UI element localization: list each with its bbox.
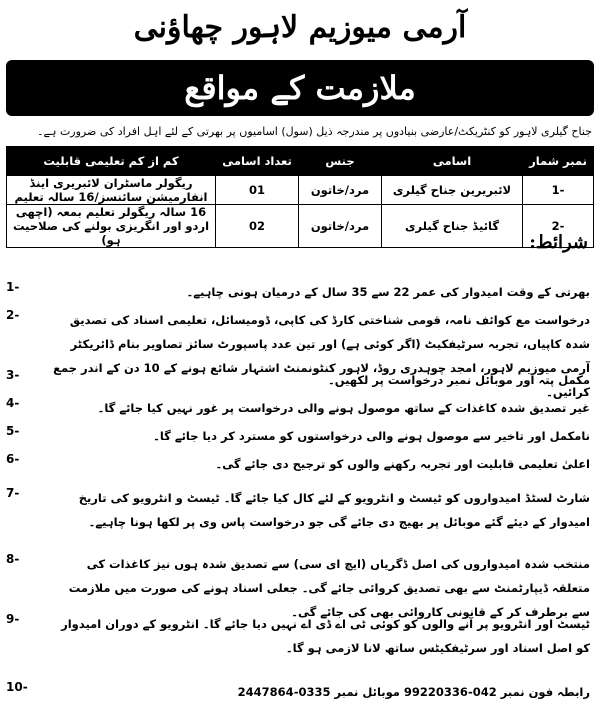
row-count: 01	[216, 176, 299, 205]
row-gender: مرد/خاتون	[299, 176, 382, 205]
term-number: -2	[6, 308, 20, 322]
col-count-header: تعداد اسامی	[216, 147, 299, 176]
list-item	[6, 452, 594, 476]
row-post: لائبریرین جناح گیلری	[382, 176, 523, 205]
list-item	[6, 612, 594, 660]
title-banner	[6, 60, 594, 116]
list-item	[6, 486, 594, 534]
col-qualification-header: کم از کم تعلیمی قابلیت	[7, 147, 216, 176]
intro-text: جناح گیلری لاہور کو کنٹریکٹ/عارضی بنیادوں پر مندرجہ ذیل (سول) اسامیوں پر بھرتی کے لئے اہل افراد کی ضرورت ہے۔	[37, 125, 592, 138]
row-serial: -2	[523, 205, 594, 248]
positions-table	[6, 146, 594, 248]
term-number: -1	[6, 280, 20, 294]
list-item	[6, 396, 594, 420]
term-text: مکمل پتہ اور موبائل نمبر درخواست پر لکھیں۔	[328, 373, 590, 387]
term-number: -6	[6, 452, 20, 466]
table-row	[7, 176, 594, 205]
row-count: 02	[216, 205, 299, 248]
col-serial-header: نمبر شمار	[523, 147, 594, 176]
col-post-header: اسامی	[382, 147, 523, 176]
term-text: بھرتی کے وقت امیدوار کی عمر 22 سے 35 سال کے درمیان ہونی چاہیے۔	[186, 285, 590, 299]
term-number: -8	[6, 552, 20, 566]
term-number: -4	[6, 396, 20, 410]
terms-heading: شرائط:	[529, 232, 588, 253]
term-text: منتخب شدہ امیدواروں کی اصل ڈگریاں (ایچ ای سی) سے تصدیق شدہ ہوں نیز کاغذات کی متعلقہ ڈیپارٹمنٹ سے بھی تصدیق کروائی جائے گی۔ جعلی اسناد ہونے کی صورت میں ملازمت سے برطرف کر کے قانونی کاروائی بھی کی جائے گی۔	[68, 557, 590, 619]
term-number: -9	[6, 612, 20, 626]
term-text: رابطہ فون نمبر 042-99220336 موبائل نمبر 0335-2447864	[237, 685, 590, 699]
list-item	[6, 368, 594, 392]
row-serial: -1	[523, 176, 594, 205]
term-text: درخواست مع کوائف نامہ، قومی شناختی کارڈ کی کاپی، ڈومیسائل، تعلیمی اسناد کی تصدیق شدہ کاپیاں، تجربہ سرٹیفکیٹ (اگر کوئی ہے) اور تین عدد پاسپورٹ سائز تصاویر بنام ڈائریکٹر آرمی میوزیم لاہور، امجد چوہدری روڈ، لاہور کنٹونمنٹ اشتہار شائع ہونے کے 10 دن کے اندر جمع کرائیں۔	[53, 313, 590, 399]
term-number: -10	[6, 680, 28, 694]
museum-title: آرمی میوزیم لاہور چھاؤنی	[133, 10, 467, 45]
row-post: گائیڈ جناح گیلری	[382, 205, 523, 248]
list-item	[6, 280, 594, 304]
jobs-heading: ملازمت کے مواقع	[184, 69, 416, 107]
table-row	[7, 205, 594, 248]
term-text: غیر تصدیق شدہ کاغذات کے ساتھ موصول ہونے والی درخواست پر غور نہیں کیا جائے گا۔	[97, 401, 590, 415]
table-header-row	[7, 147, 594, 176]
row-qualification: 16 سالہ ریگولر تعلیم بمعہ (اچھی اردو اور انگریزی بولنے کی صلاحیت ہو)	[7, 205, 216, 248]
term-text: ٹیسٹ اور انٹرویو پر آنے والوں کو کوئی ٹی اے ڈی اے نہیں دیا جائے گا۔ انٹرویو کے دوران امیدوار کو اصل اسناد اور سرٹیفکیٹس ساتھ لانا لازمی ہو گا۔	[61, 617, 590, 655]
term-text: نامکمل اور تاخیر سے موصول ہونے والی درخواستوں کو مسترد کر دیا جائے گا۔	[153, 429, 590, 443]
row-qualification: ریگولر ماسٹران لائبریری اینڈ انفارمیشن سائنسز/16 سالہ تعلیم	[7, 176, 216, 205]
list-item	[6, 680, 594, 704]
term-text: شارٹ لسٹڈ امیدواروں کو ٹیسٹ و انٹرویو کے لئے کال کیا جائے گا۔ ٹیسٹ و انٹرویو کی تاریخ امیدوار کے دیئے گئے موبائل پر بھیج دی جائے گی جو درخواست پاس وی پر لکھا ہونا چاہیے۔	[78, 491, 590, 529]
col-gender-header: جنس	[299, 147, 382, 176]
term-text: اعلیٰ تعلیمی قابلیت اور تجربہ رکھنے والوں کو ترجیح دی جائے گی۔	[215, 457, 590, 471]
row-gender: مرد/خاتون	[299, 205, 382, 248]
list-item	[6, 424, 594, 448]
term-number: -5	[6, 424, 20, 438]
term-number: -7	[6, 486, 20, 500]
term-number: -3	[6, 368, 20, 382]
